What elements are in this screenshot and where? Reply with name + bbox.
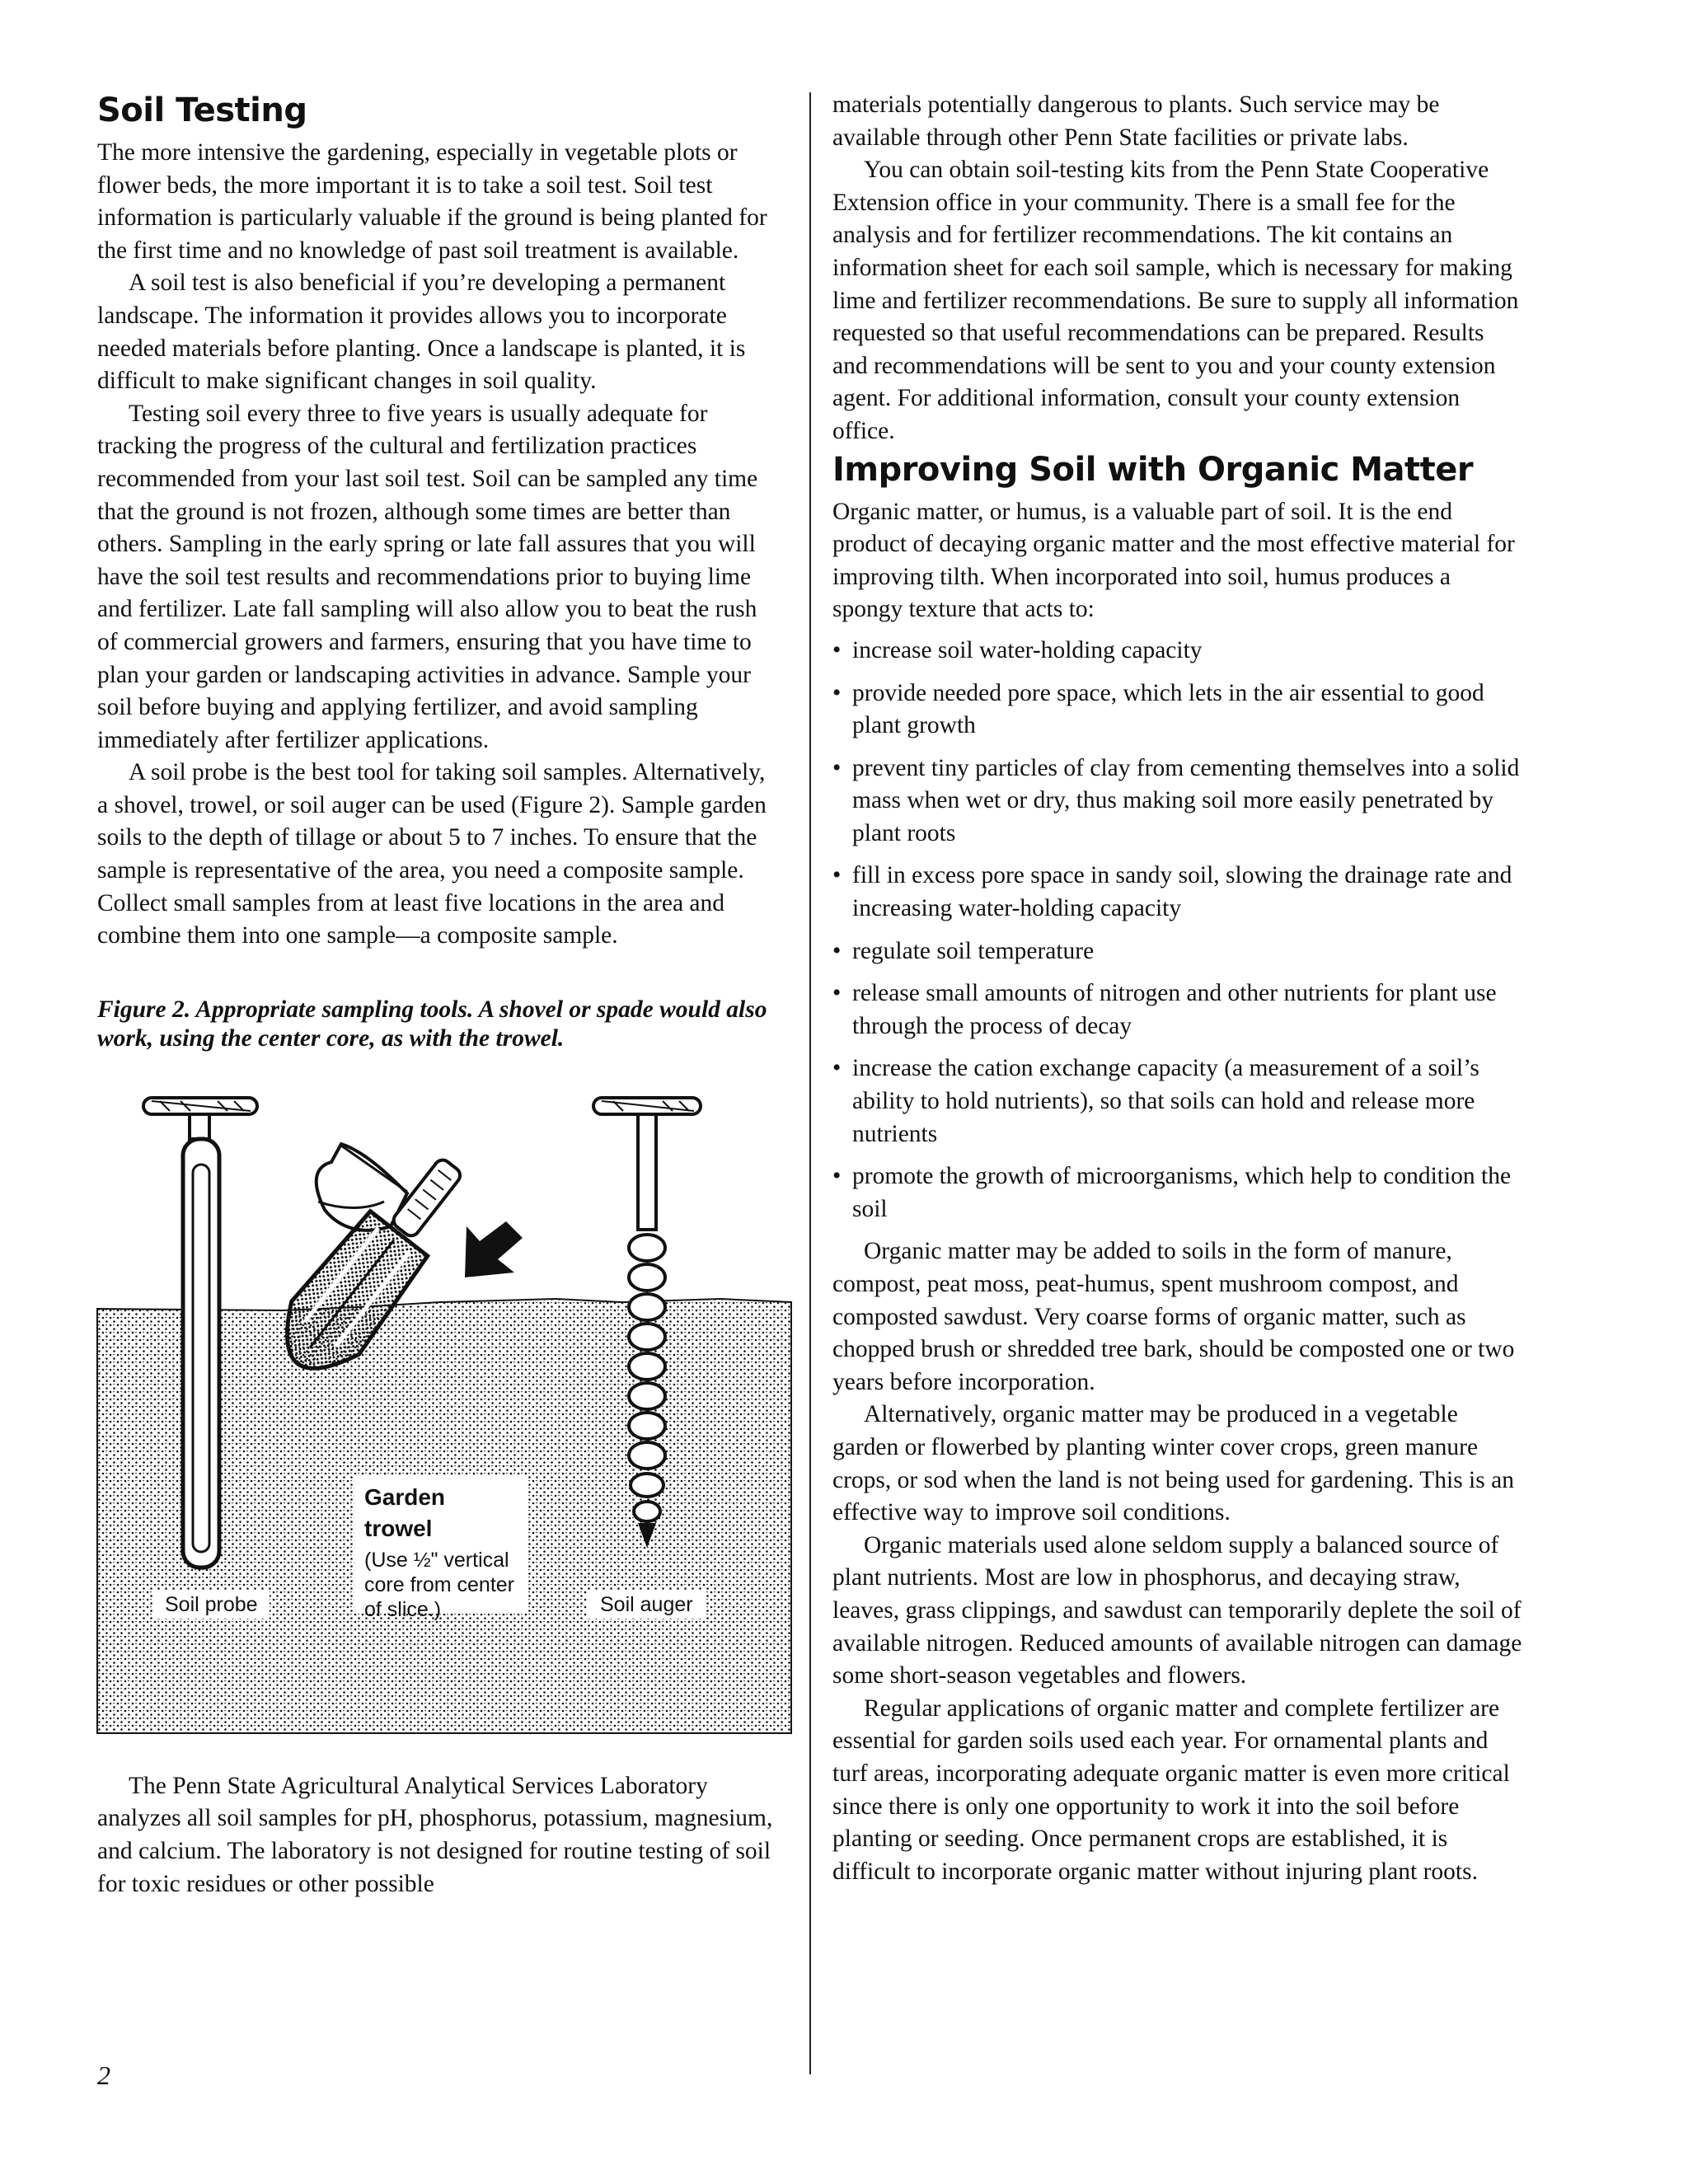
bullet-icon: •	[832, 636, 842, 663]
list-item: • increase the cation exchange capacity (a measurement of a soil’s ability to hold nutrients), so that soils can hold and release more nutrients	[832, 1052, 1525, 1151]
bullet-icon: •	[832, 980, 842, 1007]
soil-auger-label: Soil auger	[587, 1591, 706, 1619]
paragraph: Organic matter may be added to soils in the form of manure, compost, peat moss, peat-humus, spent mushroom compost, and composted sawdust. Very coarse forms of organic matter, such as chopped brush or shredded tree bark, should be composted one or two years before incorporation.	[832, 1238, 1515, 1395]
bullet-icon: •	[832, 754, 842, 781]
garden-trowel-label	[354, 1475, 528, 1621]
bullet-icon: •	[832, 1055, 842, 1082]
right-column	[832, 89, 1525, 1888]
bullet-icon: •	[832, 937, 842, 964]
list-item: • prevent tiny particles of clay from cementing themselves into a solid mass when wet or dry, thus making soil more easily penetrated by plant roots	[832, 752, 1525, 851]
paragraph: Organic matter, or humus, is a valuable part of soil. It is the end product of decaying organic matter and the most effective material for improving tilth. When incorporated into soil, humus produces a spongy texture that acts to:	[832, 498, 1515, 623]
column-divider	[809, 92, 811, 2074]
list-item: • increase soil water-holding capacity	[832, 635, 1525, 668]
list-item: • fill in excess pore space in sandy soil, slowing the drainage rate and increasing water-holding capacity	[832, 860, 1525, 925]
left-column	[97, 89, 780, 1900]
soil-probe-label: Soil probe	[153, 1591, 270, 1619]
bullet-icon: •	[832, 1163, 842, 1190]
benefits-list	[832, 635, 1525, 1226]
list-item: • regulate soil temperature	[832, 935, 1525, 968]
paragraph: Alternatively, organic matter may be produced in a vegetable garden or flowerbed by planting winter cover crops, green manure crops, or sod when the land is not being used for gardening. This is an effective way to improve soil conditions.	[832, 1401, 1514, 1526]
sampling-tools-illustration	[94, 1086, 795, 1746]
paragraph: A soil test is also beneficial if you’re developing a permanent landscape. The information it provides allows you to incorporate needed materials before planting. Once a landscape is planted, it is difficult to make significant changes in soil quality.	[97, 269, 746, 395]
list-item: • provide needed pore space, which lets in the air essential to good plant growth	[832, 677, 1525, 743]
section-heading-organic-matter: Improving Soil with Organic Matter	[832, 450, 1474, 489]
list-item: • release small amounts of nitrogen and other nutrients for plant use through the process of decay	[832, 977, 1525, 1043]
paragraph: Organic materials used alone seldom supply a balanced source of plant nutrients. Most are low in phosphorus, and decaying straw, leaves, grass clippings, and sawdust can temporarily deplete the soil of available nitrogen. Reduced amounts of available nitrogen can damage some short-season vegetables and flowers.	[832, 1531, 1522, 1690]
sampling-tools-figure	[94, 1086, 795, 1746]
list-item: • promote the growth of microorganisms, which help to condition the soil	[832, 1160, 1525, 1226]
bullet-icon: •	[832, 679, 842, 706]
paragraph: A soil probe is the best tool for taking soil samples. Alternatively, a shovel, trowel, or soil auger can be used (Figure 2). Sample garden soils to the depth of tillage or about 5 to 7 inches. To ensure that the sample is representative of the area, you need a composite sample. Collect small samples from at least five locations in the area and combine them into one sample—a composite sample.	[97, 759, 767, 949]
paragraph: materials potentially dangerous to plants. Such service may be available through other Penn State facilities or private labs.	[832, 91, 1440, 151]
bullet-icon: •	[832, 862, 842, 889]
paragraph: The more intensive the gardening, especially in vegetable plots or flower beds, the more important it is to take a soil test. Soil test information is particularly valuable if the ground is being planted for the first time and no knowledge of past soil treatment is available.	[97, 139, 767, 264]
garden-trowel-title: Garden trowel	[364, 1483, 446, 1541]
paragraph: The Penn State Agricultural Analytical Services Laboratory analyzes all soil samples for pH, phosphorus, potassium, magnesium, and calcium. The laboratory is not designed for routine testing of soil for toxic residues or other possible	[97, 1772, 773, 1897]
paragraph: You can obtain soil-testing kits from the Penn State Cooperative Extension office in your community. There is a small fee for the analysis and for fertilizer recommendations. The kit contains an information sheet for each soil sample, which is necessary for making lime and fertilizer recommendations. Be sure to supply all information requested so that useful recommendations can be prepared. Results and recommendations will be sent to you and your county extension agent. For additional information, consult your county extension office.	[832, 157, 1519, 444]
garden-trowel-note: (Use ½" vertical core from center of slice.)	[364, 1548, 515, 1621]
figure-caption: Figure 2. Appropriate sampling tools. A shovel or spade would also work, using the center core, as with the trowel.	[97, 996, 767, 1052]
section-heading-soil-testing: Soil Testing	[97, 91, 307, 129]
page-number: 2	[97, 2060, 110, 2090]
paragraph: Testing soil every three to five years is usually adequate for tracking the progress of the cultural and fertilization practices recommended from your last soil test. Soil can be sampled any time that the ground is not frozen, although some times are better than others. Sampling in the early spring or late fall assures that you will have the soil test results and recommendations prior to buying lime and fertilizer. Late fall sampling will also allow you to beat the rush of commercial growers and farmers, ensuring that you have time to plan your garden or landscaping activities in advance. Sample your soil before buying and applying fertilizer, and avoid sampling immediately after fertilizer applications.	[97, 400, 758, 753]
paragraph: Regular applications of organic matter and complete fertilizer are essential for garden soils used each year. For ornamental plants and turf areas, incorporating adequate organic matter is even more critical since there is only one opportunity to work it into the soil before planting or seeding. Once permanent crops are established, it is difficult to incorporate organic matter without injuring plant roots.	[832, 1694, 1510, 1885]
